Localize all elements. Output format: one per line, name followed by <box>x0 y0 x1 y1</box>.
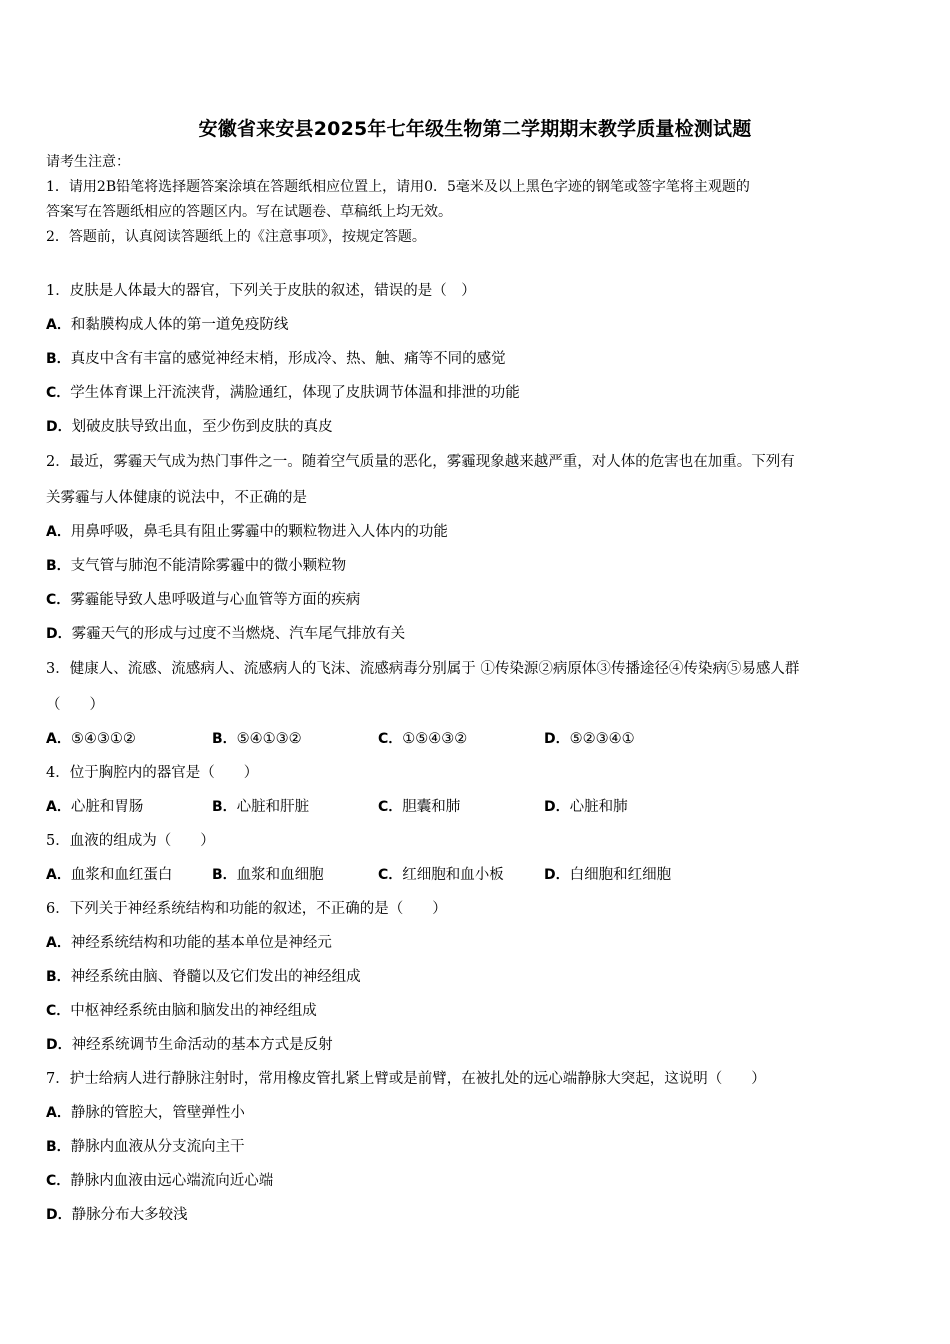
option-letter: D． <box>46 626 72 642</box>
question-4-option-d <box>544 790 710 824</box>
option-text: 学生体育课上汗流浃背，满脸通红，体现了皮肤调节体温和排泄的功能 <box>70 385 520 401</box>
option-text: 心脏和肝脏 <box>236 799 310 815</box>
option-letter: D． <box>544 799 570 815</box>
question-4-options <box>46 790 908 824</box>
option-letter: D． <box>46 1207 72 1223</box>
question-2-option-c <box>46 583 908 617</box>
option-text: 神经系统由脑、脊髓以及它们发出的神经组成 <box>70 969 361 985</box>
question-5-option-d <box>544 858 710 892</box>
question-7-option-c <box>46 1164 908 1198</box>
question-6-option-d <box>46 1028 908 1062</box>
question-2-option-b <box>46 549 908 583</box>
option-text: 静脉分布大多较浅 <box>71 1207 188 1223</box>
question-4-stem: 4．位于胸腔内的器官是（ ） <box>46 765 259 781</box>
option-letter: A． <box>46 799 71 815</box>
question-4-option-c <box>378 790 544 824</box>
option-letter: C． <box>378 799 403 815</box>
option-letter: B． <box>212 731 237 747</box>
option-letter: A． <box>46 524 71 540</box>
option-letter: C． <box>46 1003 71 1019</box>
question-3-options <box>46 722 908 756</box>
question-6-option-c <box>46 994 908 1028</box>
question-5-option-c <box>378 858 544 892</box>
option-text: 神经系统调节生命活动的基本方式是反射 <box>71 1037 333 1053</box>
option-text: 支气管与肺泡不能清除雾霾中的微小颗粒物 <box>70 558 347 574</box>
option-text: 静脉的管腔大，管壁弹性小 <box>70 1105 245 1121</box>
option-letter: C． <box>378 867 403 883</box>
question-1-option-b <box>46 342 908 376</box>
option-text: 白细胞和红细胞 <box>569 867 672 883</box>
option-letter: A． <box>46 935 71 951</box>
option-letter: C． <box>46 1173 71 1189</box>
exam-title: 安徽省来安县2025年七年级生物第二学期期末教学质量检测试题 <box>198 118 752 140</box>
option-letter: D． <box>46 1037 72 1053</box>
question-2-stem-line-2: 关雾霾与人体健康的说法中，不正确的是 <box>46 490 307 506</box>
option-letter: A． <box>46 1105 71 1121</box>
question-2-option-a <box>46 515 908 549</box>
question-1-stem: 1．皮肤是人体最大的器官，下列关于皮肤的叙述，错误的是（ ） <box>46 283 476 299</box>
option-letter: C． <box>46 592 71 608</box>
question-4-option-a <box>46 790 212 824</box>
question-3-option-b <box>212 722 378 756</box>
option-text: 神经系统结构和功能的基本单位是神经元 <box>70 935 332 951</box>
option-letter: B． <box>46 1139 71 1155</box>
option-text: 真皮中含有丰富的感觉神经末梢，形成冷、热、触、痛等不同的感觉 <box>70 351 506 367</box>
question-7-stem: 7．护士给病人进行静脉注射时，常用橡皮管扎紧上臂或是前臂，在被扎处的远心端静脉大突起，这说明（ ） <box>46 1071 766 1087</box>
option-text: 血浆和血红蛋白 <box>70 867 173 883</box>
question-6-stem: 6．下列关于神经系统结构和功能的叙述，不正确的是（ ） <box>46 901 447 917</box>
option-letter: A． <box>46 867 71 883</box>
notice-line-1b: 答案写在答题纸相应的答题区内。写在试题卷、草稿纸上均无效。 <box>46 204 452 220</box>
question-7-option-a <box>46 1096 908 1130</box>
question-5-options <box>46 858 908 892</box>
option-text: 雾霾能导致人患呼吸道与心血管等方面的疾病 <box>70 592 361 608</box>
option-text: ①⑤④③② <box>402 731 468 747</box>
notice-line-2: 2．答题前，认真阅读答题纸上的《注意事项》，按规定答题。 <box>46 229 426 245</box>
question-list <box>46 274 908 1232</box>
option-text: 用鼻呼吸，鼻毛具有阻止雾霾中的颗粒物进入人体内的功能 <box>70 524 448 540</box>
question-2-stem-line-1: 2．最近，雾霾天气成为热门事件之一。随着空气质量的恶化，雾霾现象越来越严重，对人体的危害也在加重。下列有 <box>46 454 795 470</box>
option-text: 雾霾天气的形成与过度不当燃烧、汽车尾气排放有关 <box>71 626 406 642</box>
option-text: 红细胞和血小板 <box>402 867 504 883</box>
option-text: 胆囊和肺 <box>402 799 461 815</box>
option-letter: B． <box>212 867 237 883</box>
question-3-option-c <box>378 722 544 756</box>
option-text: 静脉内血液从分支流向主干 <box>70 1139 245 1155</box>
option-text: 中枢神经系统由脑和脑发出的神经组成 <box>70 1003 317 1019</box>
option-text: ⑤②③④① <box>569 731 635 747</box>
question-7-option-b <box>46 1130 908 1164</box>
option-text: ⑤④①③② <box>236 731 302 747</box>
question-5-option-b <box>212 858 378 892</box>
question-1-option-c <box>46 376 908 410</box>
option-letter: D． <box>544 731 570 747</box>
option-text: 血浆和血细胞 <box>236 867 324 883</box>
option-text: 心脏和肺 <box>569 799 628 815</box>
option-letter: A． <box>46 317 71 333</box>
option-text: 划破皮肤导致出血，至少伤到皮肤的真皮 <box>71 419 333 435</box>
option-text: 心脏和胃肠 <box>70 799 144 815</box>
option-letter: D． <box>46 419 72 435</box>
question-3-option-d <box>544 722 710 756</box>
option-letter: B． <box>46 351 71 367</box>
option-text: ⑤④③①② <box>70 731 136 747</box>
question-5-stem: 5．血液的组成为（ ） <box>46 833 215 849</box>
option-letter: B． <box>212 799 237 815</box>
option-text: 和黏膜构成人体的第一道免疫防线 <box>70 317 289 333</box>
notice-section <box>46 150 906 250</box>
notice-line-1a: 1．请用2B铅笔将选择题答案涂填在答题纸相应位置上，请用0．5毫米及以上黑色字迹的钢笔或签字笔将主观题的 <box>46 179 750 195</box>
question-3-option-a <box>46 722 212 756</box>
question-5-option-a <box>46 858 212 892</box>
option-letter: D． <box>544 867 570 883</box>
option-letter: B． <box>46 558 71 574</box>
question-1-option-d <box>46 410 908 444</box>
question-6-option-a <box>46 926 908 960</box>
question-7-option-d <box>46 1198 908 1232</box>
question-6-option-b <box>46 960 908 994</box>
question-3-stem-line-1: 3．健康人、流感、流感病人、流感病人的飞沫、流感病毒分别属于 ①传染源②病原体③传播途径④传染病⑤易感人群 <box>46 661 800 677</box>
question-1-option-a <box>46 308 908 342</box>
option-letter: C． <box>46 385 71 401</box>
question-3-stem-line-2: （ ） <box>46 697 104 713</box>
notice-heading: 请考生注意： <box>46 154 130 170</box>
option-letter: A． <box>46 731 71 747</box>
option-letter: C． <box>378 731 403 747</box>
option-letter: B． <box>46 969 71 985</box>
question-4-option-b <box>212 790 378 824</box>
option-text: 静脉内血液由远心端流向近心端 <box>70 1173 274 1189</box>
question-2-option-d <box>46 617 908 651</box>
